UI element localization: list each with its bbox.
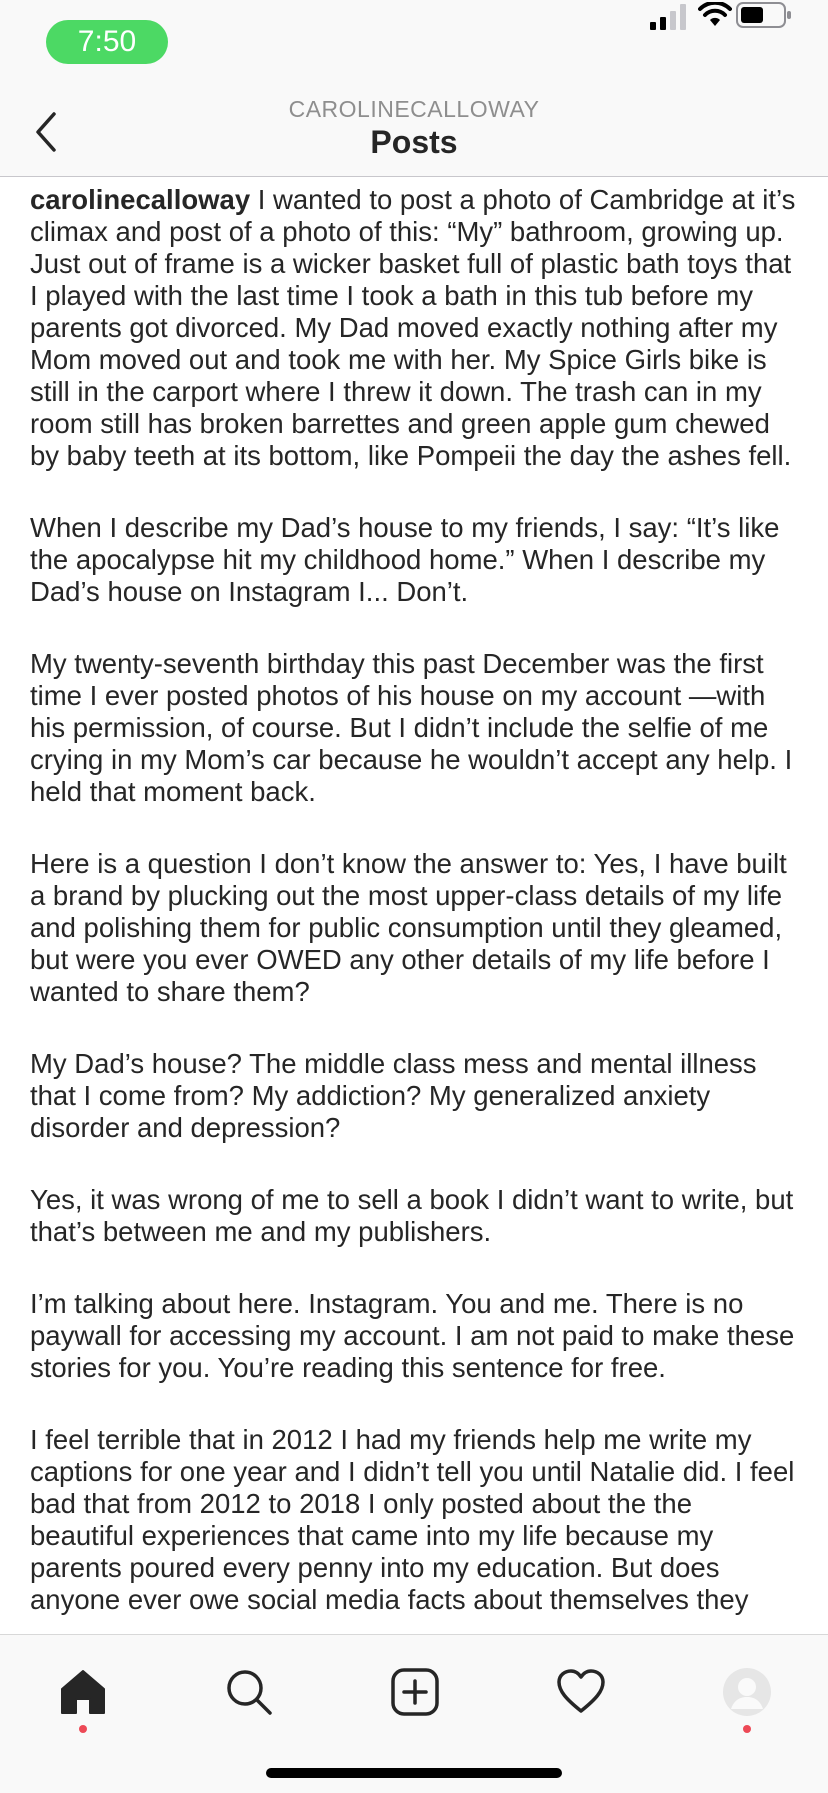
account-name: CAROLINECALLOWAY	[288, 96, 540, 122]
home-icon	[58, 1667, 108, 1717]
nav-header	[0, 88, 828, 177]
tab-new-post[interactable]	[380, 1655, 450, 1735]
tab-profile[interactable]	[712, 1655, 782, 1735]
status-bar	[0, 0, 828, 88]
activity-heart-icon	[556, 1667, 606, 1717]
signal-icon	[650, 4, 690, 30]
caption-paragraph	[30, 184, 800, 472]
caption-paragraph: My twenty-seventh birthday this past December was the first time I ever posted photos of his house on my account —with his permission, of course. But I didn’t include the selfie of me crying in my Mom’s car because he wouldn’t accept any help. I held that moment back.	[30, 648, 793, 807]
caption-text: I wanted to post a photo of Cambridge at it’s climax and post of a photo of this: “My” bathroom, growing up. Just out of frame is a wicker basket full of plastic bath toys that I played with the last time I took a bath in this tub before my parents got divorced. My Dad moved exactly nothing after my Mom moved out and took me with her. My Spice Girls bike is still in the carport where I threw it down. The trash can in my room still has broken barrettes and green apple gum chewed by baby teeth at its bottom, like Pompeii the day the ashes fell.	[30, 184, 796, 471]
caption-paragraph: When I describe my Dad’s house to my friends, I say: “It’s like the apocalypse hit my childhood home.” When I describe my Dad’s house on Instagram I... Don’t.	[30, 512, 780, 607]
notification-dot	[79, 1725, 87, 1733]
caption-paragraph: Yes, it was wrong of me to sell a book I didn’t want to write, but that’s between me and my publishers.	[30, 1184, 794, 1247]
status-time[interactable]: 7:50	[46, 20, 168, 64]
post-caption	[30, 184, 800, 1634]
battery-icon	[736, 2, 792, 28]
new-post-icon	[390, 1667, 440, 1717]
caption-paragraph: I’m talking about here. Instagram. You and me. There is no paywall for accessing my account. I am not paid to make these stories for you. You’re reading this sentence for free.	[30, 1288, 795, 1383]
page-title: Posts	[370, 124, 458, 160]
caption-username[interactable]: carolinecalloway	[30, 184, 251, 215]
search-icon	[224, 1667, 274, 1717]
home-indicator[interactable]	[266, 1768, 562, 1778]
profile-avatar-icon	[722, 1667, 772, 1717]
tab-search[interactable]	[214, 1655, 284, 1735]
caption-paragraph: Here is a question I don’t know the answer to: Yes, I have built a brand by plucking out the most upper-class details of my life and polishing them for public consumption until they gleamed, but were you ever OWED any other details of my life before I wanted to share them?	[30, 848, 787, 1007]
notification-dot	[743, 1725, 751, 1733]
tab-activity[interactable]	[546, 1655, 616, 1735]
caption-paragraph: I feel terrible that in 2012 I had my friends help me write my captions for one year and I didn’t tell you until Natalie did. I feel bad that from 2012 to 2018 I only posted about the the beautiful experiences that came into my life because my parents poured every penny into my education. But does anyone ever owe social media facts about themselves they	[30, 1424, 795, 1615]
caption-paragraph: My Dad’s house? The middle class mess and mental illness that I come from? My addiction? My generalized anxiety disorder and depression?	[30, 1048, 757, 1143]
tab-home[interactable]	[48, 1655, 118, 1735]
wifi-icon	[698, 2, 732, 28]
